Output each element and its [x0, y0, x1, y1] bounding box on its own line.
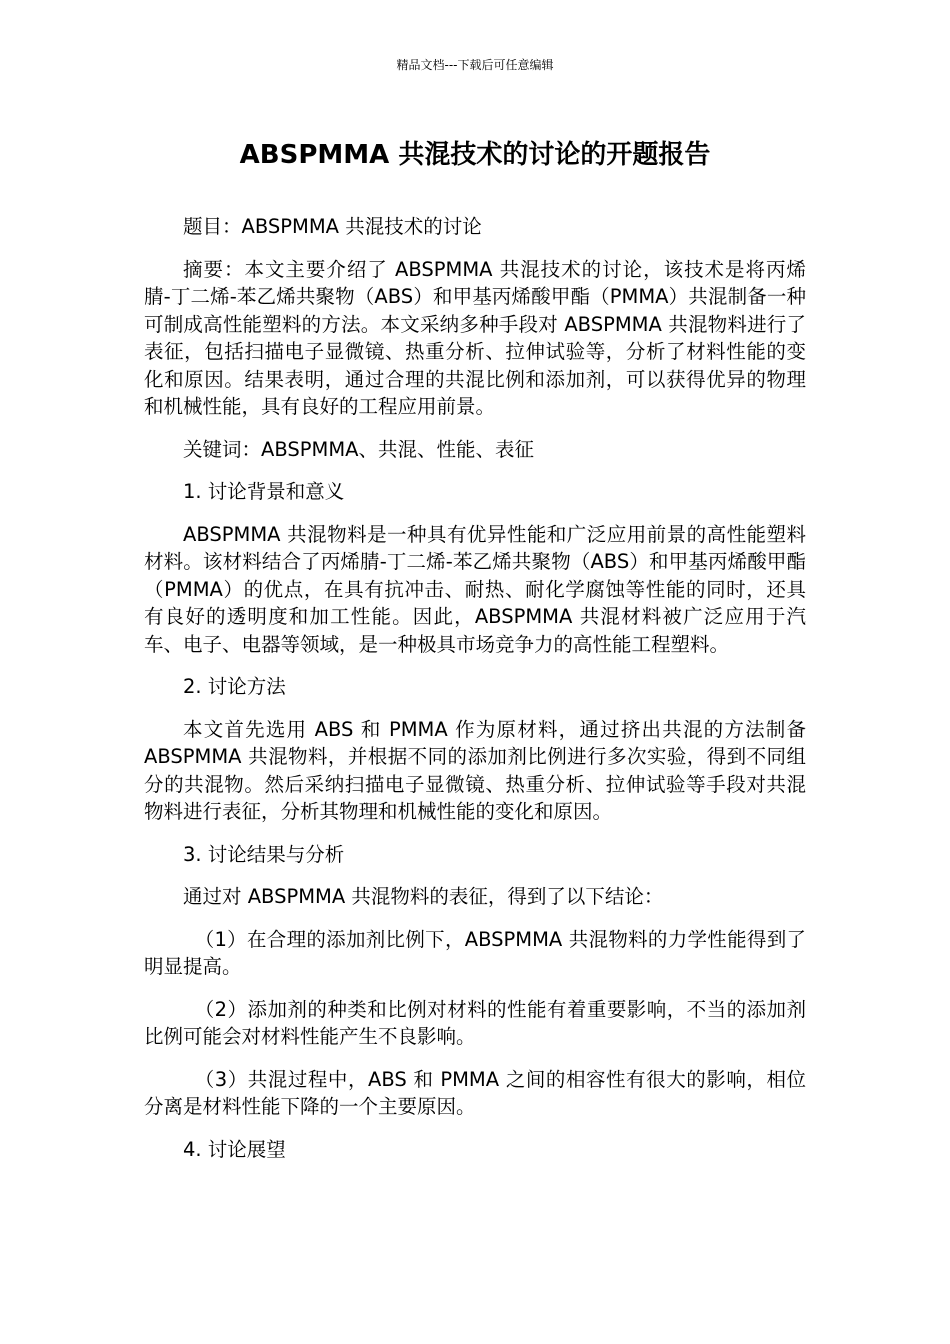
section-heading-method: 2. 讨论方法	[183, 675, 286, 698]
abstract-paragraph: 摘要：本文主要介绍了 ABSPMMA 共混技术的讨论，该技术是将丙烯腈-丁二烯-苯乙烯共聚物（ABS）和甲基丙烯酸甲酯（PMMA）共混制备一种可制成高性能塑料的方法。本文采纳多种手段对 ABSPMMA 共混物料进行了表征，包括扫描电子显微镜、热重分析、拉伸试验等，分析了材料性能的变化和原因。结果表明，通过合理的共混比例和添加剂，可以获得优异的物理和机械性能，具有良好的工程应用前景。	[144, 257, 806, 418]
page-header-note: 精品文档---下载后可任意编辑	[396, 58, 554, 72]
results-intro-paragraph: 通过对 ABSPMMA 共混物料的表征，得到了以下结论：	[183, 885, 664, 908]
section-heading-outlook: 4. 讨论展望	[183, 1137, 286, 1161]
method-paragraph: 本文首先选用 ABS 和 PMMA 作为原材料，通过挤出共混的方法制备 ABSPMMA 共混物料，并根据不同的添加剂比例进行多次实验，得到不同组分的共混物。然后采纳扫描电子显微镜、热重分析、拉伸试验等手段对共混物料进行表征，分析其物理和机械性能的变化和原因。	[144, 717, 806, 823]
document-title: ABSPMMA 共混技术的讨论的开题报告	[239, 140, 711, 170]
result-item-2: （2）添加剂的种类和比例对材料的性能有着重要影响，不当的添加剂比例可能会对材料性能产生不良影响。	[144, 997, 806, 1048]
subject-line: 题目：ABSPMMA 共混技术的讨论	[183, 215, 482, 238]
keywords-line: 关键词：ABSPMMA、共混、性能、表征	[183, 437, 535, 461]
section-heading-background: 1. 讨论背景和意义	[183, 480, 345, 503]
result-item-1: （1）在合理的添加剂比例下，ABSPMMA 共混物料的力学性能得到了明显提高。	[144, 927, 806, 978]
result-item-3: （3）共混过程中，ABS 和 PMMA 之间的相容性有很大的影响，相位分离是材料性能下降的一个主要原因。	[144, 1067, 806, 1118]
section-heading-results: 3. 讨论结果与分析	[183, 842, 345, 866]
document-body	[144, 213, 806, 1178]
background-paragraph: ABSPMMA 共混物料是一种具有优异性能和广泛应用前景的高性能塑料材料。该材料结合了丙烯腈-丁二烯-苯乙烯共聚物（ABS）和甲基丙烯酸甲酯（PMMA）的优点，在具有抗冲击、耐热、耐化学腐蚀等性能的同时，还具有良好的透明度和加工性能。因此，ABSPMMA 共混材料被广泛应用于汽车、电子、电器等领域，是一种极具市场竞争力的高性能工程塑料。	[144, 522, 806, 656]
